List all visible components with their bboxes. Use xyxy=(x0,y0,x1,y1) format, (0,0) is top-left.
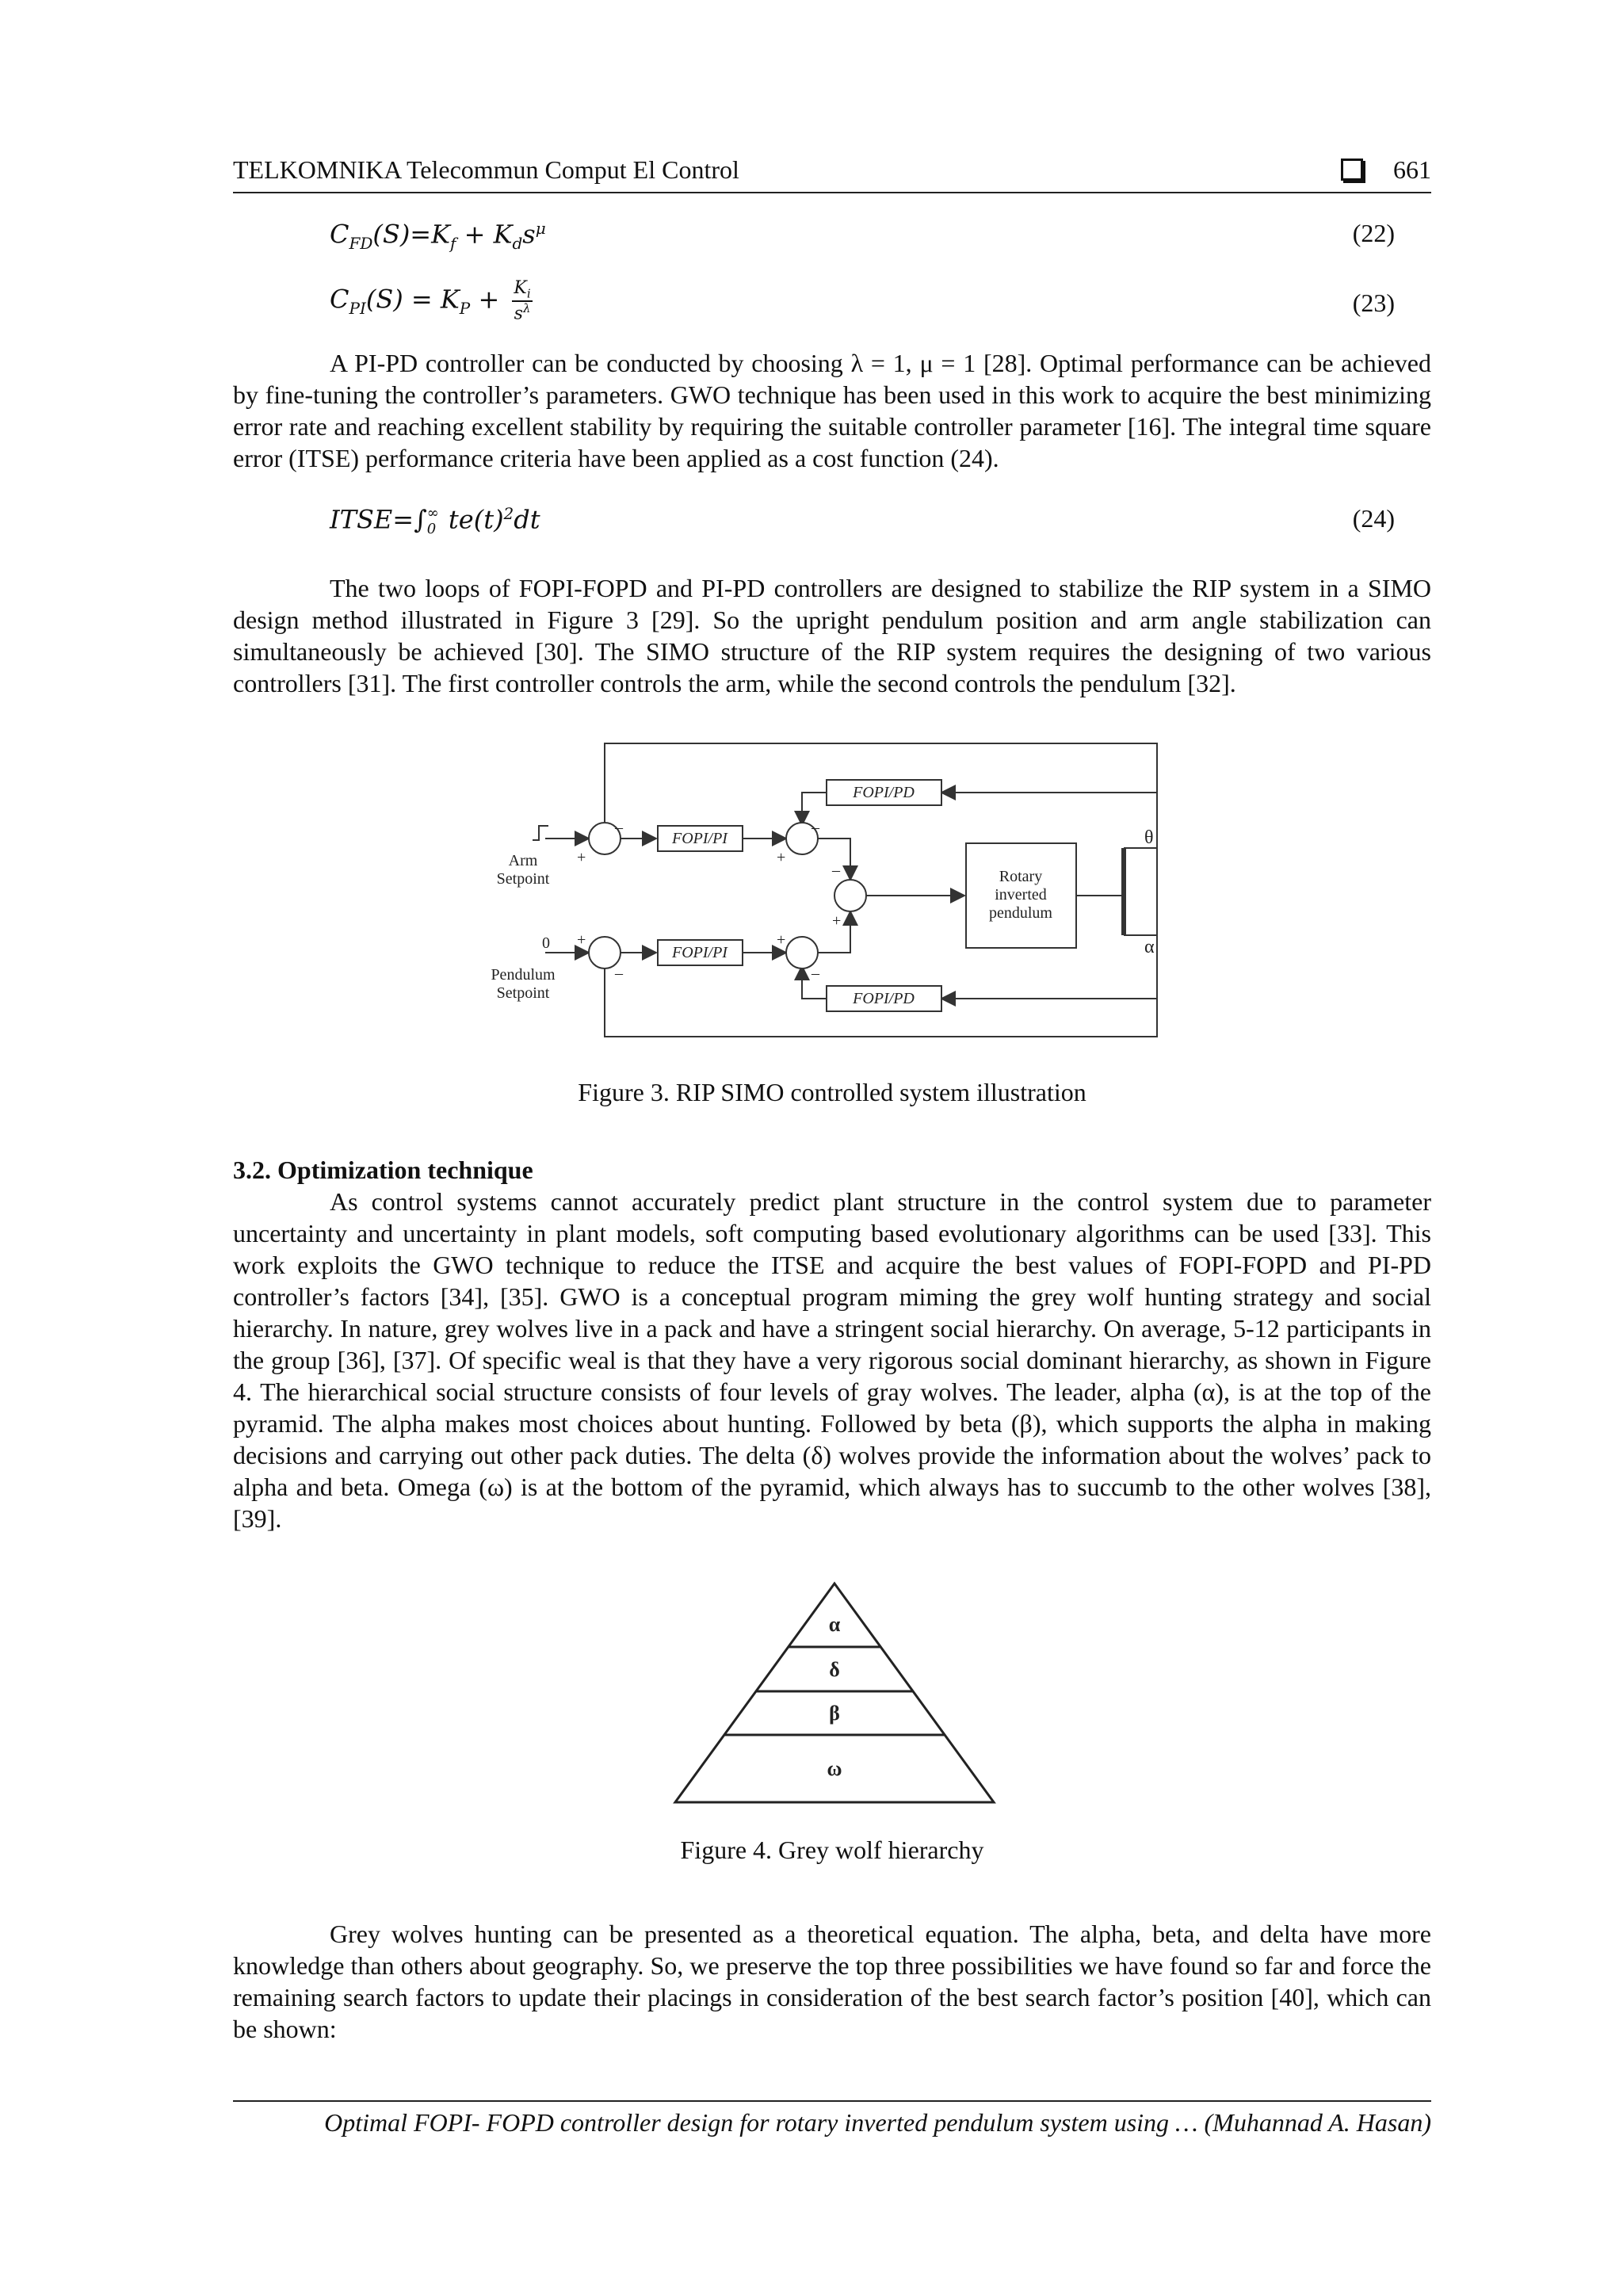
plant-label-3: pendulum xyxy=(989,904,1052,922)
sign-minus: – xyxy=(812,965,819,982)
fopi-top-label: FOPI/PI xyxy=(672,830,727,847)
sign-minus: – xyxy=(615,819,623,836)
equation-22: $C_{FD}(S)=K_f + K_ds^\mu$ xyxy=(330,219,546,254)
sign-plus: + xyxy=(777,849,786,866)
figure-3-caption: Figure 3. RIP SIMO controlled system illustration xyxy=(578,1078,1086,1106)
paragraph-1: A PI-PD controller can be conducted by choosing λ = 1, μ = 1 [28]. Optimal performance can be achieved by fine-tuning the controller’s parameters. GWO technique has been used in this work to acquire the best minimizing error rate and reaching excellent stability by requiring the suitable controller parameter [16]. The integral time square error (ITSE) performance criteria have been applied as a cost function (24). xyxy=(233,349,1431,472)
sign-plus: + xyxy=(577,931,586,949)
page-footer: Optimal FOPI- FOPD controller design for rotary inverted pendulum system using … (Muhannad A. Hasan) xyxy=(233,2100,1431,2137)
fraction: $\frac{K_i}{s^\lambda}$ xyxy=(514,278,531,324)
arm-setpoint-label-2: Setpoint xyxy=(496,870,550,888)
plant-label-1: Rotary xyxy=(999,868,1043,885)
journal-title: TELKOMNIKA Telecommun Comput El Control xyxy=(233,155,739,184)
alpha-label: α xyxy=(1144,937,1155,957)
square-bullet-icon xyxy=(1341,159,1363,181)
sign-minus: – xyxy=(832,861,840,879)
level-alpha: α xyxy=(828,1613,841,1636)
equation-23-number: (23) xyxy=(1352,288,1395,317)
sign-plus: + xyxy=(832,912,842,930)
sign-plus: + xyxy=(777,931,786,949)
fopi-bottom-label: FOPI/PI xyxy=(672,944,727,961)
level-beta: β xyxy=(829,1702,840,1725)
page-number: 661 xyxy=(1393,155,1431,184)
equation-24: ITSE=∫ ∞ 0 $te(t)^2dt$ xyxy=(330,504,540,538)
pendulum-setpoint-label-2: Setpoint xyxy=(496,984,550,1002)
pendulum-zero-label: 0 xyxy=(542,934,550,952)
theta-label: θ xyxy=(1144,827,1154,848)
paragraph-4: Grey wolves hunting can be presented as a theoretical equation. The alpha, beta, and delta have more knowledge than others about geography. So, we preserve the top three possibilities we have found so far and force the remaining search factors to update their placings in consideration of the best search factor’s position [40], which can be shown: xyxy=(233,1920,1431,2043)
fopd-bottom-label: FOPI/PD xyxy=(853,990,915,1007)
level-delta: δ xyxy=(829,1658,840,1681)
sum-junction-control xyxy=(834,880,866,911)
equation-22-number: (22) xyxy=(1352,219,1395,247)
plant-label-2: inverted xyxy=(995,886,1047,904)
paragraph-2: The two loops of FOPI-FOPD and PI-PD controllers are designed to stabilize the RIP system in a SIMO design method illustrated in Figure 3 [29]. So the upright pendulum position and arm angle stabilization can simultaneously be achieved [30]. The SIMO structure of the RIP system requires the designing of two various controllers [31]. The first controller controls the arm, while the second controls the pendulum [32]. xyxy=(233,574,1431,697)
pendulum-setpoint-label-1: Pendulum xyxy=(491,966,556,984)
level-omega: ω xyxy=(827,1757,842,1780)
arm-setpoint-label-1: Arm xyxy=(508,852,538,869)
paragraph-3: As control systems cannot accurately predict plant structure in the control system due to parameter uncertainty and uncertainty in plant models, soft computing based evolutionary algorithms can be used [33]. This work exploits the GWO technique to reduce the ITSE and acquire the best values of FOPI-FOPD and PI-PD controller’s factors [34], [35]. GWO is a conceptual program miming the grey wolf hunting strategy and social hierarchy. In nature, grey wolves live in a pack and have a stringent social hierarchy. On average, 5-12 participants in the group [36], [37]. Of specific weal is that they have a very rigorous social dominant hierarchy, as shown in Figure 4. The hierarchical social structure consists of four levels of gray wolves. The leader, alpha (α), is at the top of the pyramid. The alpha makes most choices about hunting. Followed by beta (β), which supports the alpha in making decisions and carrying out other pack duties. The delta (δ) wolves provide the information about the wolves’ pack to alpha and beta. Omega (ω) is at the bottom of the pyramid, which always has to succumb to the other wolves [38], [39]. xyxy=(233,1187,1431,1533)
fopd-top-label: FOPI/PD xyxy=(853,784,915,801)
figure-3-diagram xyxy=(475,737,1173,1054)
sign-minus: – xyxy=(615,965,623,982)
page-header xyxy=(233,155,1431,193)
section-heading: 3.2. Optimization technique xyxy=(233,1156,533,1184)
figure-4-pyramid xyxy=(666,1577,1006,1815)
sum-junction-pendulum-inner xyxy=(786,937,818,968)
sum-junction-pendulum xyxy=(589,937,621,968)
equation-24-number: (24) xyxy=(1352,504,1395,533)
sign-plus: + xyxy=(577,849,586,866)
figure-4-caption: Figure 4. Grey wolf hierarchy xyxy=(680,1836,984,1864)
equation-23: $C_{PI}(S) = K_P$ + $\frac{K_i}{s^\lambda}$ xyxy=(330,278,531,324)
sign-minus: – xyxy=(812,819,819,836)
